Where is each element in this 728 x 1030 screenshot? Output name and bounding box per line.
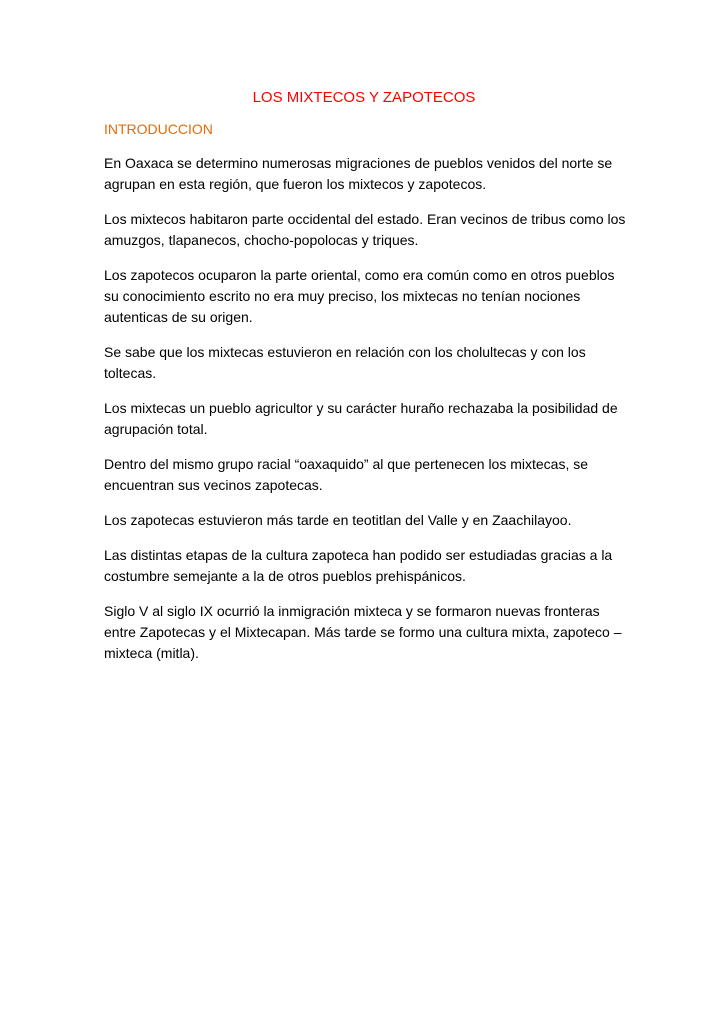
paragraph-4: Se sabe que los mixtecas estuvieron en relación con los cholultecas y con los toltecas.	[104, 344, 586, 381]
paragraph-7: Los zapotecas estuvieron más tarde en teotitlan del Valle y en Zaachilayoo.	[104, 512, 572, 528]
paragraph-5: Los mixtecas un pueblo agricultor y su carácter huraño rechazaba la posibilidad de agrupación total.	[104, 400, 618, 437]
paragraph-9: Siglo V al siglo IX ocurrió la inmigración mixteca y se formaron nuevas fronteras entre Zapotecas y el Mixtecapan. Más tarde se formo una cultura mixta, zapoteco – mixteca (mitla).	[104, 603, 622, 661]
document-title: LOS MIXTECOS Y ZAPOTECOS	[252, 89, 476, 106]
paragraph-6: Dentro del mismo grupo racial “oaxaquido” al que pertenecen los mixtecas, se encuentran sus vecinos zapotecas.	[104, 456, 589, 493]
document-body	[104, 120, 632, 678]
paragraph-3: Los zapotecos ocuparon la parte oriental, como era común como en otros pueblos su conocimiento escrito no era muy preciso, los mixtecas no tenían nociones autenticas de su origen.	[104, 267, 615, 325]
paragraph-8: Las distintas etapas de la cultura zapoteca han podido ser estudiadas gracias a la costumbre semejante a la de otros pueblos prehispánicos.	[104, 547, 613, 584]
paragraph-1: En Oaxaca se determino numerosas migraciones de pueblos venidos del norte se agrupan en esta región, que fueron los mixtecos y zapotecos.	[104, 155, 613, 192]
paragraph-2: Los mixtecos habitaron parte occidental del estado. Eran vecinos de tribus como los amuzgos, tlapanecos, chocho-popolocas y triques.	[104, 211, 626, 248]
section-heading-introduccion: INTRODUCCION	[104, 121, 213, 137]
